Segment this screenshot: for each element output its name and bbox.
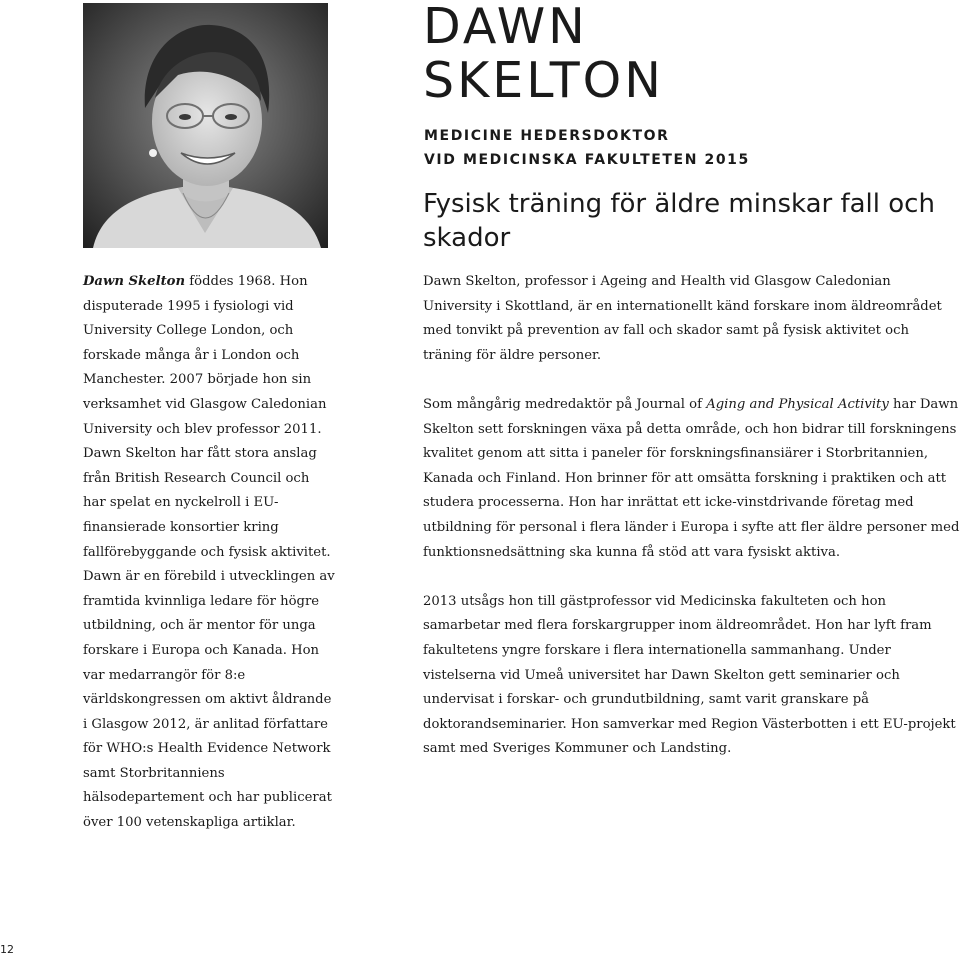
article-body	[423, 270, 960, 786]
page-number: 12	[0, 943, 14, 956]
article-headline: Fysisk träning för äldre minskar fall och skador	[423, 189, 935, 253]
degree-subtitle	[424, 124, 750, 172]
bio-text: föddes 1968. Hon disputerade 1995 i fysiologi vid University College London, och forskade många år i London och Manchester. 2007 började hon sin verksamhet vid Glasgow Caledonian University och blev professor 2011. Dawn Skelton har fått stora anslag från British Research Council och har spelat en nyckelroll i EU-finansierade konsortier kring fallförebyggande och fysisk aktivitet. Dawn är en förebild i utvecklingen av framtida kvinnliga ledare för högre utbildning, och är mentor för unga forskare i Europa och Kanada. Hon var medarrangör för 8:e världskongressen om aktivt åldrande i Glasgow 2012, är anlitad författare för WHO:s Health Evidence Network samt Storbritanniens hälsodepartement och har publicerat över 100 vetenskapliga artiklar.	[83, 274, 335, 831]
body-p2-rest: har Dawn Skelton sett forskningen växa på detta område, och hon bidrar till forskningens kvalitet genom att sitta i paneler för forskningsfinansiärer i Storbritannien, Kanada och Finland. Hon brinner för att omsätta forskning i praktiken och att studera processerna. Hon har inrättat ett icke-vinstdrivande företag med utbildning för personal i flera länder i Europa i syfte att fler äldre personer med funktionsnedsättning ska kunna få stöd att vara fysiskt aktiva.	[423, 396, 960, 560]
page-title	[423, 0, 664, 108]
portrait-photo	[83, 3, 328, 248]
journal-name: Aging and Physical Activity	[706, 396, 889, 412]
bio-paragraph	[83, 270, 335, 836]
body-p2-intro: Som mångårig medredaktör på Journal of	[423, 396, 707, 412]
body-paragraph-2	[423, 393, 960, 565]
degree-line-1: MEDICINE HEDERSDOKTOR	[424, 128, 670, 144]
bio-name: Dawn Skelton	[83, 274, 186, 289]
body-paragraph-1: Dawn Skelton, professor i Ageing and Health vid Glasgow Caledonian University i Skottland, är en internationellt känd forskare inom äldreområdet med tonvikt på prevention av fall och skador samt på fysisk aktivitet och träning för äldre personer.	[423, 274, 942, 363]
title-first-name: DAWN	[423, 0, 588, 55]
body-paragraph-3: 2013 utsågs hon till gästprofessor vid Medicinska fakulteten och hon samarbetar med flera forskargrupper inom äldreområdet. Hon har lyft fram fakultetens yngre forskare i flera internationella sammanhang. Under vistelserna vid Umeå universitet har Dawn Skelton gett seminarier och undervisat i forskar- och grundutbildning, samt varit granskare på doktorandseminarier. Hon samverkar med Region Västerbotten i ett EU-projekt samt med Sveriges Kommuner och Landsting.	[423, 593, 956, 757]
title-last-name: SKELTON	[423, 52, 664, 109]
portrait-photo-icon	[83, 3, 328, 248]
degree-line-2: VID MEDICINSKA FAKULTETEN 2015	[424, 152, 750, 168]
